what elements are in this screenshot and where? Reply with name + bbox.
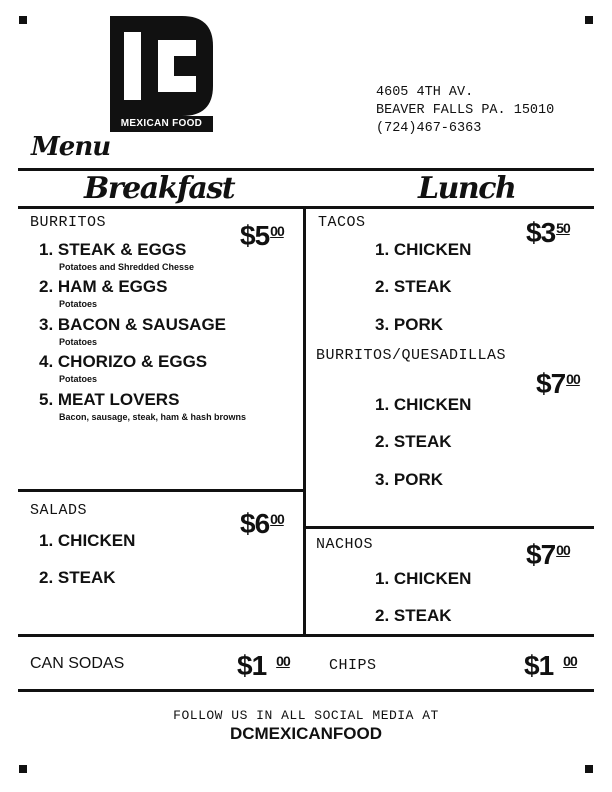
menu-item: 2. STEAK xyxy=(375,277,452,296)
price-cents: 00 xyxy=(566,371,580,387)
menu-item: 1. CHICKEN xyxy=(39,531,136,550)
can-sodas-price xyxy=(237,652,290,680)
menu-item: 1. CHICKEN xyxy=(375,569,472,588)
phone-number: (724)467-6363 xyxy=(376,121,482,136)
menu-item: 2. STEAK xyxy=(39,568,116,587)
footer-handle: DCMEXICANFOOD xyxy=(229,724,383,743)
menu-item: 3. PORK xyxy=(375,470,444,489)
breakfast-burritos-label: BURRITOS xyxy=(30,214,107,231)
price-dollars: $7 xyxy=(536,368,566,399)
menu-item: 4. CHORIZO & EGGS xyxy=(39,352,208,371)
menu-item-desc: Potatoes xyxy=(59,299,98,309)
breakfast-burritos-price xyxy=(240,222,284,250)
menu-item: 1. STEAK & EGGS xyxy=(39,240,187,259)
corner-mark xyxy=(585,16,593,24)
city-address: BEAVER FALLS PA. 15010 xyxy=(376,103,555,118)
menu-item: 5. MEAT LOVERS xyxy=(39,390,180,409)
price-dollars: $6 xyxy=(240,508,270,539)
divider xyxy=(18,634,594,637)
breakfast-title: Breakfast xyxy=(84,171,235,206)
nachos-price xyxy=(526,541,570,569)
divider xyxy=(18,489,305,492)
menu-item: 2. STEAK xyxy=(375,432,452,451)
nachos-label: NACHOS xyxy=(316,536,374,553)
burritos-quesadillas-price xyxy=(536,370,580,398)
menu-item-desc: Potatoes xyxy=(59,374,98,384)
menu-item: 3. PORK xyxy=(375,315,444,334)
price-cents: 00 xyxy=(270,511,284,527)
logo-label: MEXICAN FOOD xyxy=(110,116,213,132)
address-block xyxy=(376,84,554,138)
lunch-title: Lunch xyxy=(418,171,516,206)
menu-item-desc: Bacon, sausage, steak, ham & hash browns xyxy=(59,412,247,422)
divider xyxy=(18,689,594,692)
chips-label: CHIPS xyxy=(329,657,377,674)
price-cents: 00 xyxy=(276,653,290,669)
menu-item-desc: Potatoes and Shredded Chesse xyxy=(59,262,195,272)
price-cents: 00 xyxy=(556,542,570,558)
menu-item-desc: Potatoes xyxy=(59,337,98,347)
street-address: 4605 4TH AV. xyxy=(376,85,474,100)
menu-title: Menu xyxy=(31,132,111,162)
price-cents: 50 xyxy=(556,220,570,236)
menu-item: 2. STEAK xyxy=(375,606,452,625)
dc-logo-mark xyxy=(110,16,213,116)
menu-item: 2. HAM & EGGS xyxy=(39,277,168,296)
price-dollars: $1 xyxy=(524,650,554,681)
menu-item: 1. CHICKEN xyxy=(375,395,472,414)
salads-price xyxy=(240,510,284,538)
corner-mark xyxy=(19,765,27,773)
menu-item: 1. CHICKEN xyxy=(375,240,472,259)
price-dollars: $3 xyxy=(526,217,556,248)
salads-label: SALADS xyxy=(30,502,88,519)
corner-mark xyxy=(585,765,593,773)
chips-price xyxy=(524,652,577,680)
price-dollars: $5 xyxy=(240,220,270,251)
corner-mark xyxy=(19,16,27,24)
price-cents: 00 xyxy=(563,653,577,669)
dc-logo xyxy=(110,16,213,132)
tacos-price xyxy=(526,219,570,247)
menu-item: 3. BACON & SAUSAGE xyxy=(39,315,227,334)
price-dollars: $1 xyxy=(237,650,267,681)
divider xyxy=(303,206,306,636)
can-sodas-label: CAN SODAS xyxy=(30,655,125,672)
price-dollars: $7 xyxy=(526,539,556,570)
footer-social-text: FOLLOW US IN ALL SOCIAL MEDIA AT xyxy=(173,708,439,723)
divider xyxy=(18,206,594,209)
divider xyxy=(303,526,594,529)
tacos-label: TACOS xyxy=(318,214,366,231)
burritos-quesadillas-label: BURRITOS/QUESADILLAS xyxy=(316,347,507,364)
price-cents: 00 xyxy=(270,223,284,239)
